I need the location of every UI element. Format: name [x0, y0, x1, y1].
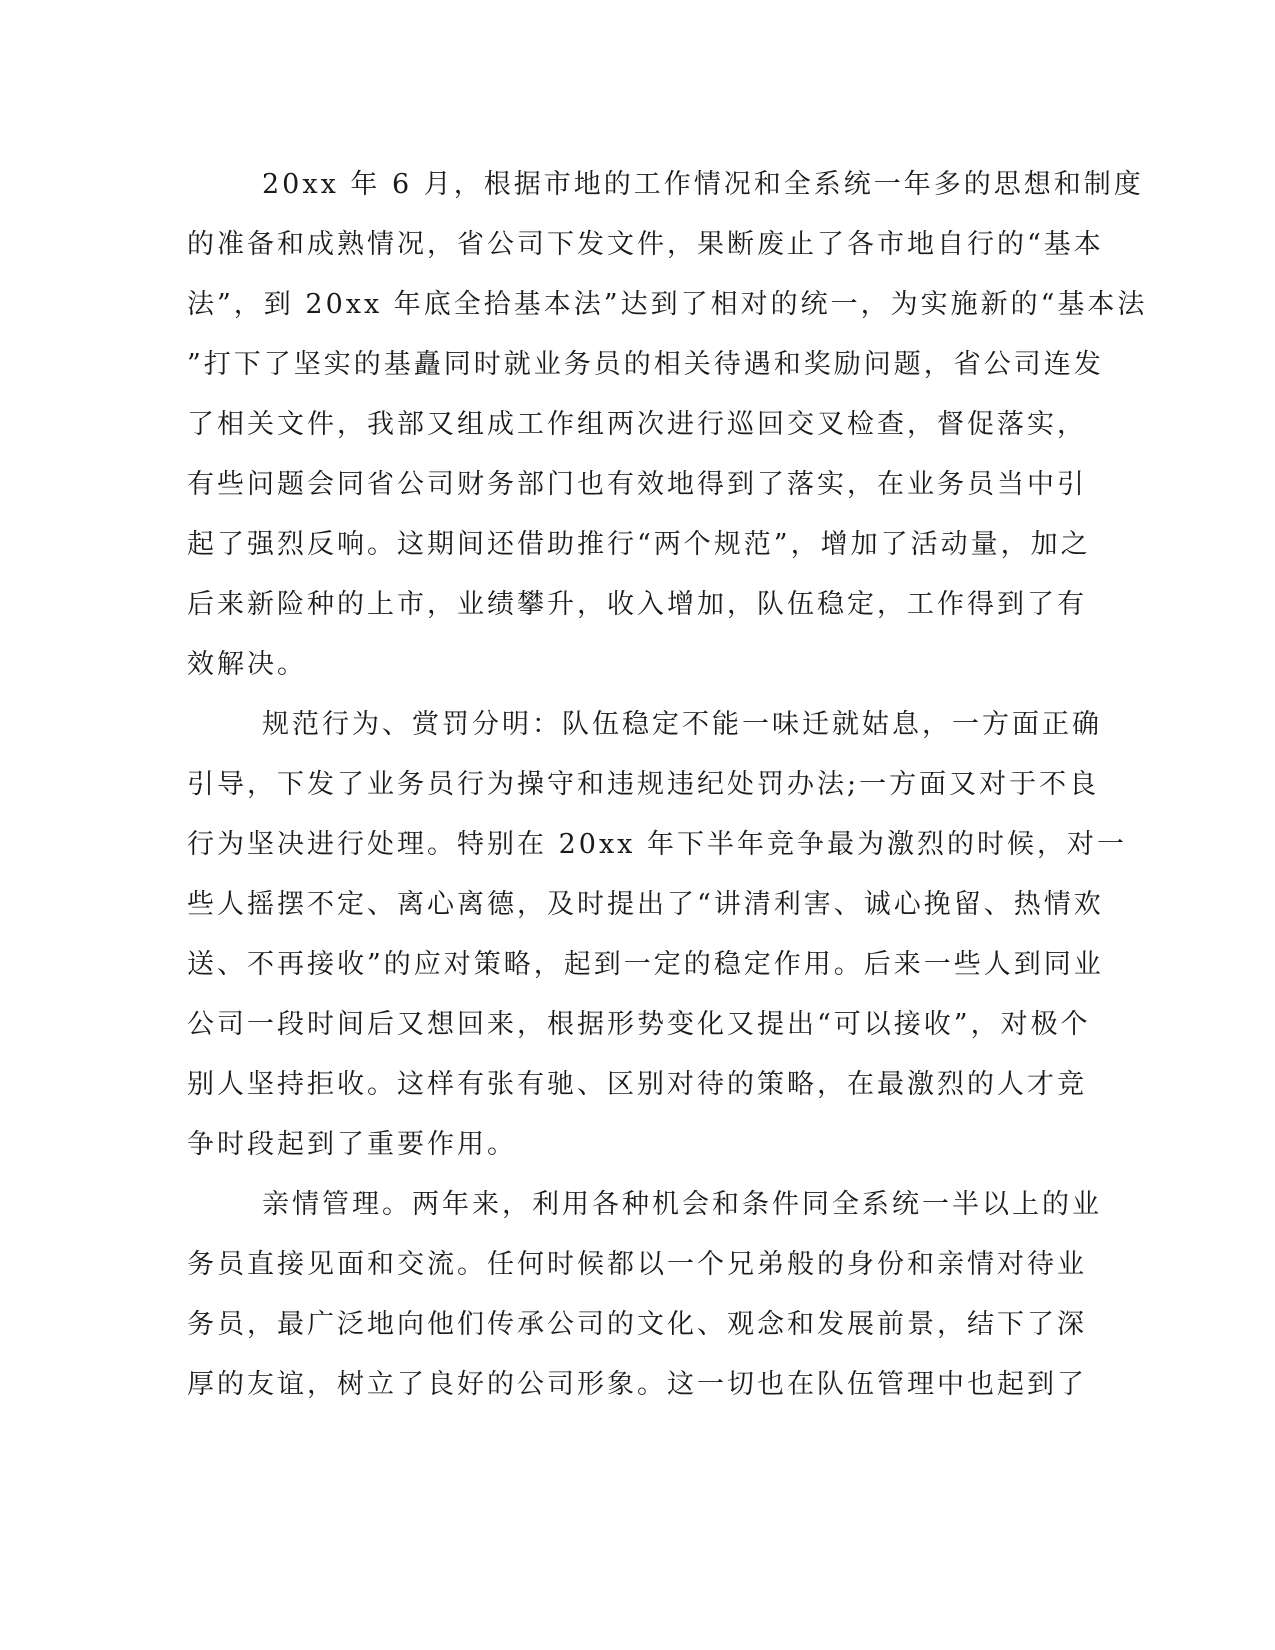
text-line: 别人坚持拒收。这样有张有驰、区别对待的策略，在最激烈的人才竞	[187, 1069, 1087, 1100]
text-line: 起了强烈反响。这期间还借助推行“两个规范”，增加了活动量，加之	[187, 529, 1091, 560]
text-line: 行为坚决进行处理。特别在 20xx 年下半年竞争最为激烈的时候，对一	[187, 829, 1127, 860]
text-line: 20xx 年 6 月，根据市地的工作情况和全系统一年多的思想和制度	[262, 169, 1144, 200]
text-line: 些人摇摆不定、离心离德，及时提出了“讲清利害、诚心挽留、热情欢	[187, 889, 1104, 920]
text-line: 有些问题会同省公司财务部门也有效地得到了落实，在业务员当中引	[187, 469, 1087, 500]
paragraph	[187, 155, 1148, 695]
text-line: 务员，最广泛地向他们传承公司的文化、观念和发展前景，结下了深	[187, 1309, 1087, 1340]
text-line: 规范行为、赏罚分明：队伍稳定不能一味迁就姑息，一方面正确	[262, 709, 1102, 740]
text-line: 亲情管理。两年来，利用各种机会和条件同全系统一半以上的业	[262, 1189, 1102, 1220]
text-line: 公司一段时间后又想回来，根据形势变化又提出“可以接收”，对极个	[187, 1009, 1091, 1040]
text-line: 引导，下发了业务员行为操守和违规违纪处罚办法;一方面又对于不良	[187, 769, 1100, 800]
text-line: 务员直接见面和交流。任何时候都以一个兄弟般的身份和亲情对待业	[187, 1249, 1087, 1280]
text-line: 法”，到 20xx 年底全拾基本法”达到了相对的统一，为实施新的“基本法	[187, 289, 1148, 320]
text-line: 后来新险种的上市，业绩攀升，收入增加，队伍稳定，工作得到了有	[187, 589, 1087, 620]
paragraph	[187, 1175, 1102, 1415]
text-line: 送、不再接收”的应对策略，起到一定的稳定作用。后来一些人到同业	[187, 949, 1104, 980]
document-body	[187, 155, 1148, 1415]
paragraph	[187, 695, 1127, 1175]
text-line: ”打下了坚实的基矗同时就业务员的相关待遇和奖励问题，省公司连发	[187, 349, 1104, 380]
text-line: 的准备和成熟情况，省公司下发文件，果断废止了各市地自行的“基本	[187, 229, 1104, 260]
text-line: 争时段起到了重要作用。	[187, 1129, 517, 1160]
text-line: 厚的友谊，树立了良好的公司形象。这一切也在队伍管理中也起到了	[187, 1369, 1087, 1400]
text-line: 效解决。	[187, 649, 307, 680]
text-line: 了相关文件，我部又组成工作组两次进行巡回交叉检查，督促落实，	[187, 409, 1087, 440]
